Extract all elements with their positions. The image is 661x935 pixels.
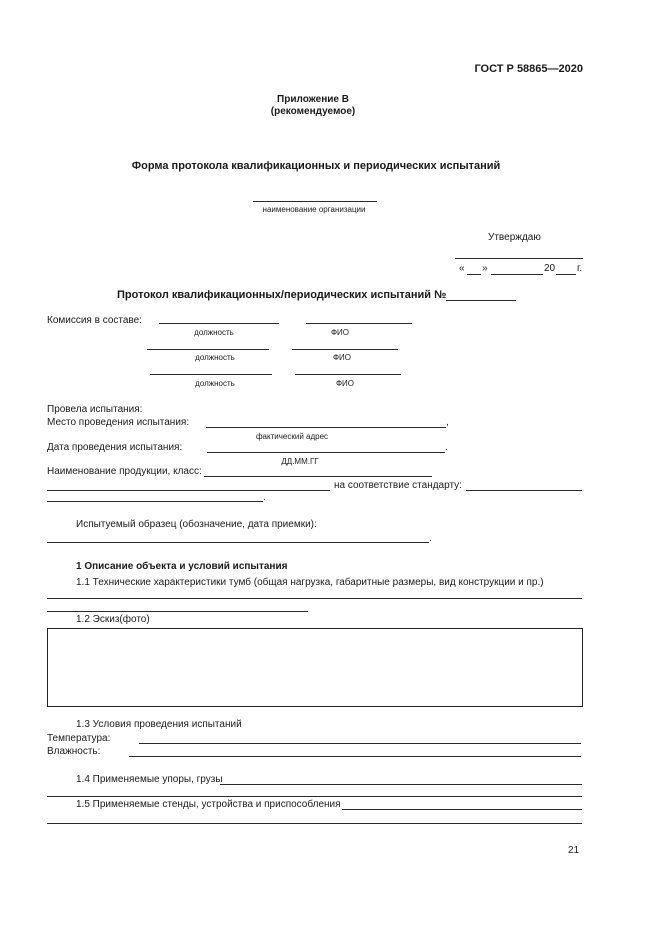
product-line bbox=[204, 476, 432, 477]
approval-quote-open: « bbox=[459, 263, 465, 274]
temperature-label: Температура: bbox=[47, 733, 111, 744]
approval-label: Утверждаю bbox=[488, 232, 541, 243]
humidity-line bbox=[129, 756, 581, 757]
section1-5-label: 1.5 Применяемые стенды, устройства и приспособления bbox=[76, 799, 341, 810]
standard-line-2 bbox=[47, 501, 263, 502]
sample-dot: . bbox=[429, 533, 432, 544]
section1-2-label: 1.2 Эскиз(фото) bbox=[76, 614, 150, 625]
test-place-caption: фактический адрес bbox=[255, 432, 329, 441]
test-date-line bbox=[207, 452, 445, 453]
commission-label: Комиссия в составе: bbox=[47, 315, 142, 326]
sketch-photo-box bbox=[47, 628, 583, 707]
section1-5-line bbox=[342, 809, 582, 810]
test-date-caption: ДД.ММ.ГГ bbox=[281, 457, 319, 466]
test-place-comma: , bbox=[446, 417, 449, 428]
section1-1-label: 1.1 Технические характеристики тумб (общая нагрузка, габаритные размеры, вид конструкции и пр.) bbox=[76, 577, 544, 588]
commission-position-line-2 bbox=[147, 349, 269, 350]
standard-dot: . bbox=[263, 492, 266, 503]
approval-year-line bbox=[556, 274, 576, 275]
approval-year-suffix: г. bbox=[577, 263, 583, 274]
commission-name-line-3 bbox=[295, 374, 401, 375]
approval-month-line bbox=[491, 274, 543, 275]
test-date-label: Дата проведения испытания: bbox=[47, 442, 183, 453]
commission-name-caption-1: ФИО bbox=[330, 328, 350, 337]
test-place-label: Место проведения испытания: bbox=[47, 417, 190, 428]
commission-name-caption-2: ФИО bbox=[332, 353, 352, 362]
section1-1-line-1 bbox=[47, 598, 582, 599]
product-label: Наименование продукции, класс: bbox=[47, 466, 202, 477]
organization-line bbox=[253, 201, 377, 202]
appendix-note: (рекомендуемое) bbox=[270, 106, 356, 117]
commission-name-line-1 bbox=[306, 323, 412, 324]
compliance-text: на соответствие стандарту: bbox=[334, 480, 462, 491]
sample-line bbox=[47, 542, 429, 543]
section1-1-line-2 bbox=[47, 611, 308, 612]
humidity-label: Влажность: bbox=[47, 746, 101, 757]
form-title: Форма протокола квалификационных и периодических испытаний bbox=[131, 160, 501, 172]
standard-line bbox=[466, 490, 582, 491]
protocol-title: Протокол квалификационных/периодических испытаний № bbox=[117, 289, 447, 301]
organization-caption: наименование организации bbox=[262, 205, 366, 214]
commission-name-caption-3: ФИО bbox=[335, 379, 355, 388]
temperature-line bbox=[139, 743, 581, 744]
approval-day-line bbox=[467, 274, 481, 275]
section1-4-label: 1.4 Применяемые упоры, грузы bbox=[76, 774, 223, 785]
standard-code: ГОСТ Р 58865—2020 bbox=[474, 63, 583, 75]
protocol-number-line bbox=[446, 300, 516, 301]
approval-signature-line bbox=[455, 258, 583, 259]
conducted-label: Провела испытания: bbox=[47, 404, 143, 415]
section1-4-line bbox=[220, 784, 582, 785]
section1-4-line-2 bbox=[47, 796, 582, 797]
commission-position-line-3 bbox=[150, 374, 272, 375]
commission-position-caption-2: должность bbox=[195, 353, 235, 362]
test-date-dot: . bbox=[445, 442, 448, 453]
commission-position-line-1 bbox=[159, 323, 279, 324]
test-place-line bbox=[206, 427, 446, 428]
commission-name-line-2 bbox=[292, 349, 398, 350]
section1-3-label: 1.3 Условия проведения испытаний bbox=[76, 719, 242, 730]
commission-position-caption-1: должность bbox=[194, 328, 234, 337]
section1-title: 1 Описание объекта и условий испытания bbox=[76, 561, 288, 572]
page-number: 21 bbox=[568, 845, 580, 856]
commission-position-caption-3: должность bbox=[195, 379, 235, 388]
approval-quote-close: » bbox=[482, 263, 488, 274]
section1-5-line-2 bbox=[47, 823, 582, 824]
approval-year-prefix: 20 bbox=[544, 263, 556, 274]
product-line-2 bbox=[47, 490, 330, 491]
appendix-title: Приложение В bbox=[277, 94, 349, 105]
sample-label: Испытуемый образец (обозначение, дата приемки): bbox=[76, 519, 317, 530]
